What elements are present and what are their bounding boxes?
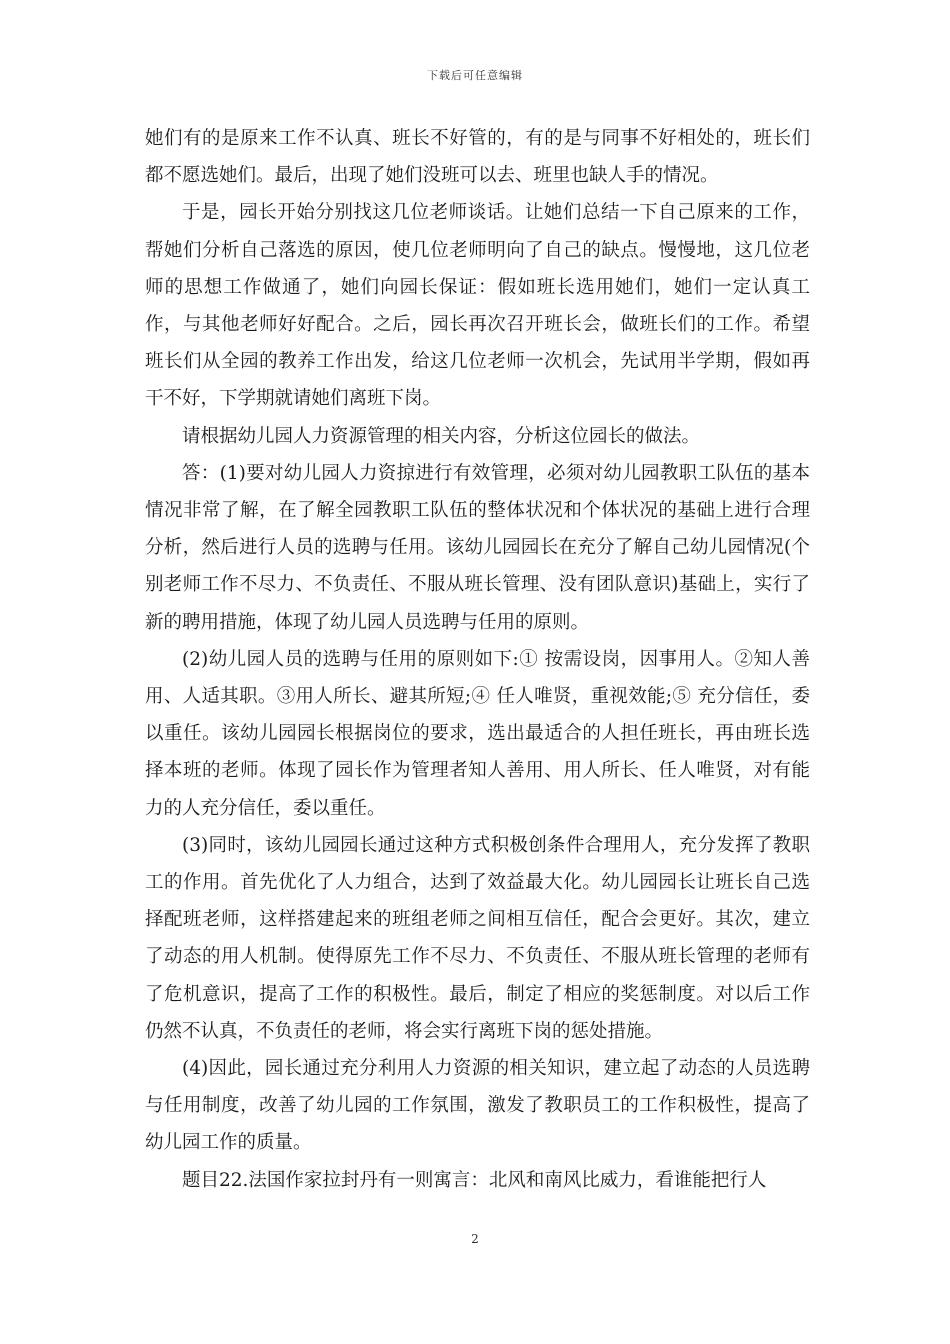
page-number: 2: [471, 1232, 479, 1246]
paragraph-answer-3: (3)同时，该幼儿园园长通过这种方式积极创条件合理用人，充分发挥了教职工的作用。首先优化了人力组合，达到了效益最大化。幼儿园园长让班长自己选择配班老师，这样搭建起来的班组老师之间相互信任，配合会更好。其次，建立了动态的用人机制。使得原先工作不尽力、不负责任、不服从班长管理的老师有了危机意识，提高了工作的积极性。最后，制定了相应的奖惩制度。对以后工作仍然不认真，不负责任的老师，将会实行离班下岗的惩处措施。: [145, 834, 810, 1042]
paragraph-answer-1: 答：(1)要对幼儿园人力资掠进行有效管理，必须对幼儿园教职工队伍的基本情况非常了解，在了解全园教职工队伍的整体状况和个体状况的基础上进行合理分析，然后进行人员的选聘与任用。该幼儿园园长在充分了解自己幼儿园情况(个别老师工作不尽力、不负责任、不服从班长管理、没有团队意识)基础上，实行了新的聘用措施，体现了幼儿园人员选聘与任用的原则。: [145, 462, 810, 633]
paragraph-case-story: 于是，园长开始分别找这几位老师谈话。让她们总结一下自己原来的工作，帮她们分析自己落选的原因，使几位老师明向了自己的缺点。慢慢地，这几位老师的思想工作做通了，她们向园长保证：假如班长选用她们，她们一定认真工作，与其他老师好好配合。之后，园长再次召开班长会，做班长们的工作。希望班长们从全园的教养工作出发，给这几位老师一次机会，先试用半学期，假如再干不好，下学期就请她们离班下岗。: [145, 202, 810, 410]
paragraph-answer-2: (2)幼儿园人员的选聘与任用的原则如下:① 按需设岗，因事用人。②知人善用、人适其职。③用人所长、避其所短;④ 任人唯贤，重视效能;⑤ 充分信任，委以重任。该幼儿园园长根据岗位的要求，选出最适合的人担任班长，再由班长选择本班的老师。体现了园长作为管理者知人善用、用人所长、任人唯贤，对有能力的人充分信任，委以重任。: [145, 648, 810, 819]
paragraph-next-question: 题目22.法国作家拉封丹有一则寓言：北风和南风比威力，看谁能把行人: [182, 1169, 767, 1191]
paragraph-answer-4: (4)因此，园长通过充分利用人力资源的相关知识，建立起了动态的人员选聘与任用制度，改善了幼儿园的工作氛围，激发了教职员工的工作积极性，提高了幼儿园工作的质量。: [145, 1058, 810, 1154]
document-body: [145, 120, 810, 1199]
paragraph-continuation: 她们有的是原来工作不认真、班长不好管的，有的是与同事不好相处的，班长们都不愿选她们。最后，出现了她们没班可以去、班里也缺人手的情况。: [145, 128, 810, 187]
paragraph-question: 请根据幼儿园人力资源管理的相关内容，分析这位园长的做法。: [182, 425, 701, 447]
page-header: 下载后可任意编辑: [427, 69, 523, 82]
